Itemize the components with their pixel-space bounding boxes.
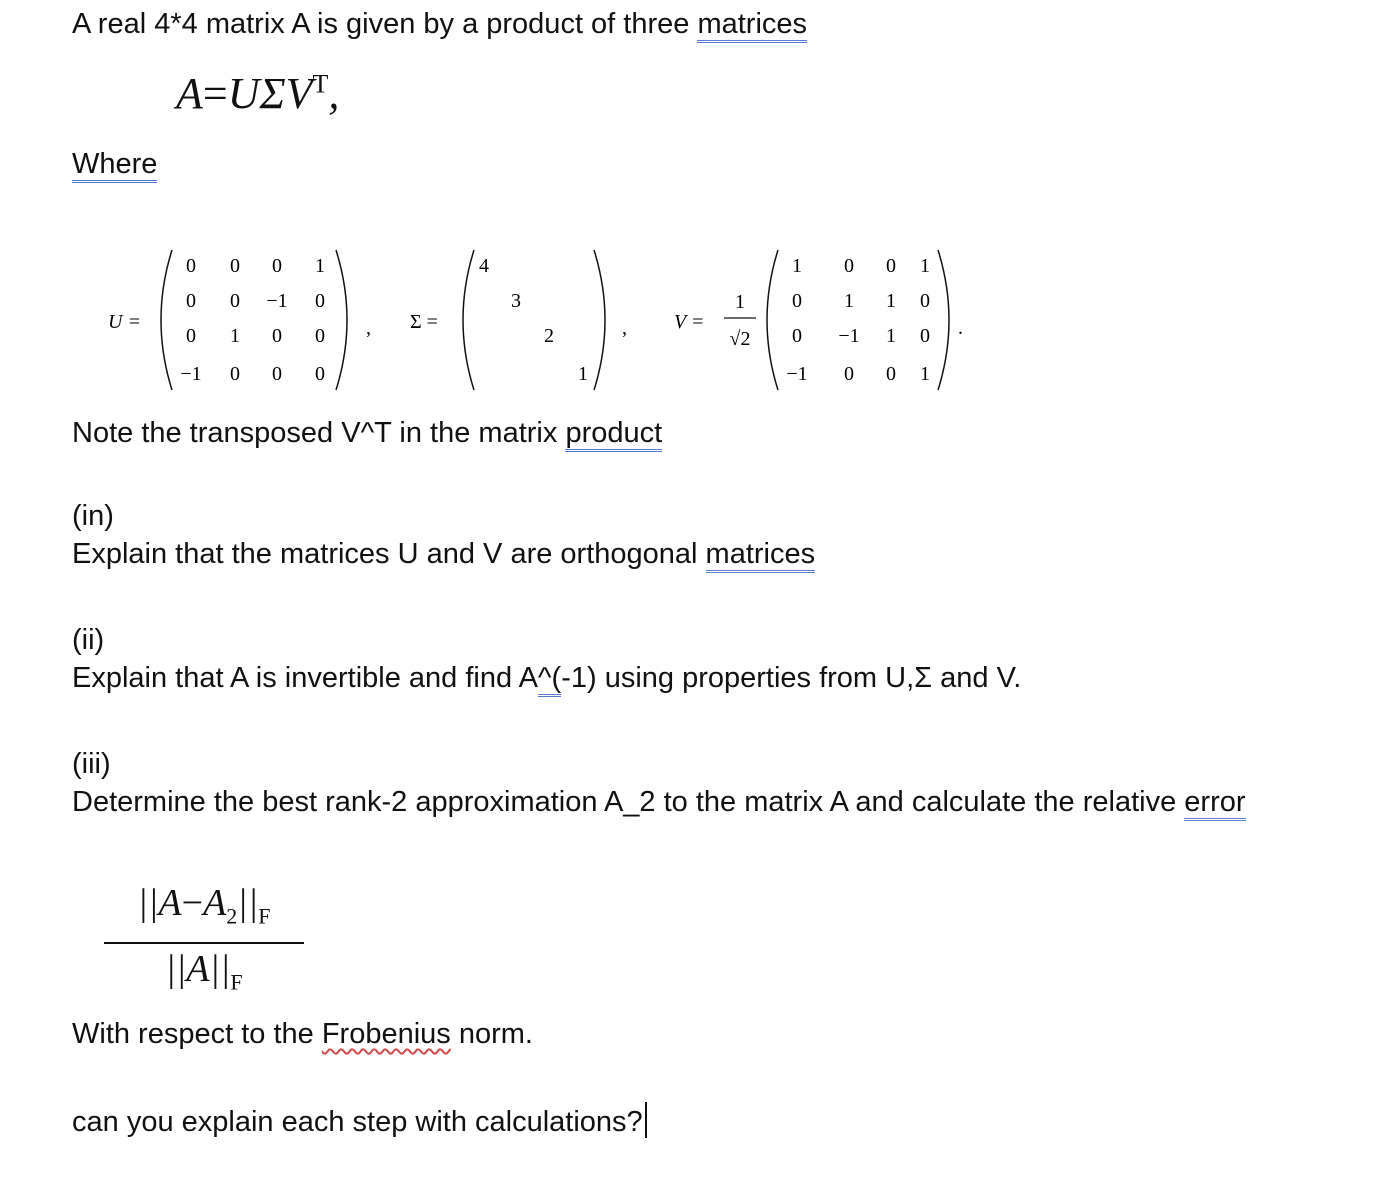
- U-cell: 0: [315, 290, 325, 312]
- V-cell: −1: [838, 325, 860, 347]
- intro-underlined-word: matrices: [697, 8, 807, 43]
- Sigma-right-paren: [594, 250, 605, 390]
- U-cell: −1: [180, 363, 202, 385]
- U-right-paren: [336, 250, 347, 390]
- U-cell: 0: [230, 363, 240, 385]
- V-cell: 0: [886, 363, 896, 385]
- V-frac-den: √2: [729, 328, 751, 350]
- Sigma-label: Σ =: [410, 311, 438, 333]
- equation-comma: ,: [328, 69, 340, 118]
- numerator-norm-close: ||: [237, 882, 259, 924]
- note-text: Note the transposed V^T in the matrix: [72, 417, 566, 449]
- part1-text: Explain that the matrices U and V are orthogonal: [72, 538, 706, 570]
- part3-underlined-word: error: [1184, 786, 1245, 821]
- part2-label: (ii): [72, 624, 105, 656]
- V-label: V =: [674, 311, 705, 333]
- U-cell: 0: [186, 290, 196, 312]
- intro-line: [72, 8, 807, 41]
- part2-text-start: Explain that A is invertible and find A: [72, 662, 538, 694]
- numerator-norm-A: ||A: [137, 882, 182, 924]
- V-cell: 0: [920, 290, 930, 312]
- question-line[interactable]: [72, 1102, 647, 1139]
- U-cell: 0: [315, 325, 325, 347]
- U-cell: 0: [186, 325, 196, 347]
- V-cell: 0: [792, 290, 802, 312]
- denominator-frobenius-sub: F: [230, 969, 243, 995]
- respect-line: [72, 1018, 533, 1051]
- V-left-paren: [767, 250, 778, 390]
- where-text: Where: [72, 148, 157, 183]
- U-cell: −1: [266, 290, 288, 312]
- equation-transpose: T: [312, 69, 329, 99]
- Sigma-diag-cell: 1: [578, 363, 588, 385]
- fraction-denominator: [104, 946, 304, 1006]
- equation-rhs: UΣV: [227, 69, 313, 118]
- U-cell: 0: [315, 363, 325, 385]
- text-cursor: [645, 1102, 647, 1138]
- U-cell: 0: [230, 290, 240, 312]
- part3-label: (iii): [72, 748, 111, 780]
- numerator-A2: A: [203, 882, 227, 924]
- intro-text: A real 4*4 matrix A is given by a product of three: [72, 8, 698, 40]
- Sigma-diag-cell: 3: [511, 290, 521, 312]
- V-cell: 1: [886, 325, 896, 347]
- Sigma-diag-cell: 4: [479, 255, 489, 277]
- V-right-paren: [938, 250, 949, 390]
- Sigma-diag-cell: 2: [544, 325, 554, 347]
- U-cell: 1: [315, 255, 325, 277]
- V-period: .: [958, 317, 963, 339]
- part3-line: [72, 786, 1246, 819]
- where-line: [72, 148, 157, 181]
- V-cell: 1: [920, 255, 930, 277]
- V-frac-num: 1: [735, 291, 745, 313]
- U-cell: 0: [272, 363, 282, 385]
- equation-equals: =: [202, 69, 228, 118]
- U-cell: 0: [230, 255, 240, 277]
- V-cell: 0: [844, 255, 854, 277]
- fraction-bar: [104, 942, 304, 944]
- U-comma: ,: [366, 317, 371, 339]
- part2-text-end: -1) using properties from U,Σ and V.: [561, 662, 1022, 694]
- main-equation: [176, 68, 339, 119]
- U-left-paren: [161, 250, 172, 390]
- note-line: [72, 417, 662, 450]
- V-cell: 0: [792, 325, 802, 347]
- V-cell: 1: [792, 255, 802, 277]
- denominator-norm-A: ||A||: [165, 947, 231, 990]
- question-text: can you explain each step with calculations?: [72, 1106, 643, 1138]
- fraction-numerator: [104, 880, 304, 940]
- V-cell: −1: [786, 363, 808, 385]
- V-cell: 0: [886, 255, 896, 277]
- numerator-minus: −: [181, 882, 204, 924]
- part3-text: Determine the best rank-2 approximation A_2 to the matrix A and calculate the relative: [72, 786, 1185, 818]
- numerator-subscript: 2: [226, 903, 238, 929]
- U-label: U =: [108, 311, 141, 333]
- part1-label: (in): [72, 500, 114, 532]
- V-cell: 1: [920, 363, 930, 385]
- U-cell: 0: [272, 255, 282, 277]
- V-cell: 1: [886, 290, 896, 312]
- part2-underlined-caret: ^(: [538, 662, 561, 697]
- respect-text-start: With respect to the: [72, 1018, 322, 1050]
- Sigma-comma: ,: [622, 317, 627, 339]
- note-underlined-word: product: [565, 417, 662, 452]
- V-cell: 1: [844, 290, 854, 312]
- part1-underlined-word: matrices: [706, 538, 816, 573]
- V-cell: 0: [920, 325, 930, 347]
- U-cell: 0: [186, 255, 196, 277]
- numerator-frobenius-sub: F: [258, 903, 271, 929]
- V-cell: 0: [844, 363, 854, 385]
- respect-text-end: norm.: [450, 1018, 533, 1050]
- U-cell: 1: [230, 325, 240, 347]
- relative-error-fraction: [104, 880, 304, 1005]
- part2-line: [72, 662, 1021, 695]
- equation-lhs: A: [176, 69, 203, 118]
- Sigma-left-paren: [463, 250, 474, 390]
- part1-line: [72, 538, 815, 571]
- respect-misspelled-word: Frobenius: [321, 1018, 451, 1050]
- U-cell: 0: [272, 325, 282, 347]
